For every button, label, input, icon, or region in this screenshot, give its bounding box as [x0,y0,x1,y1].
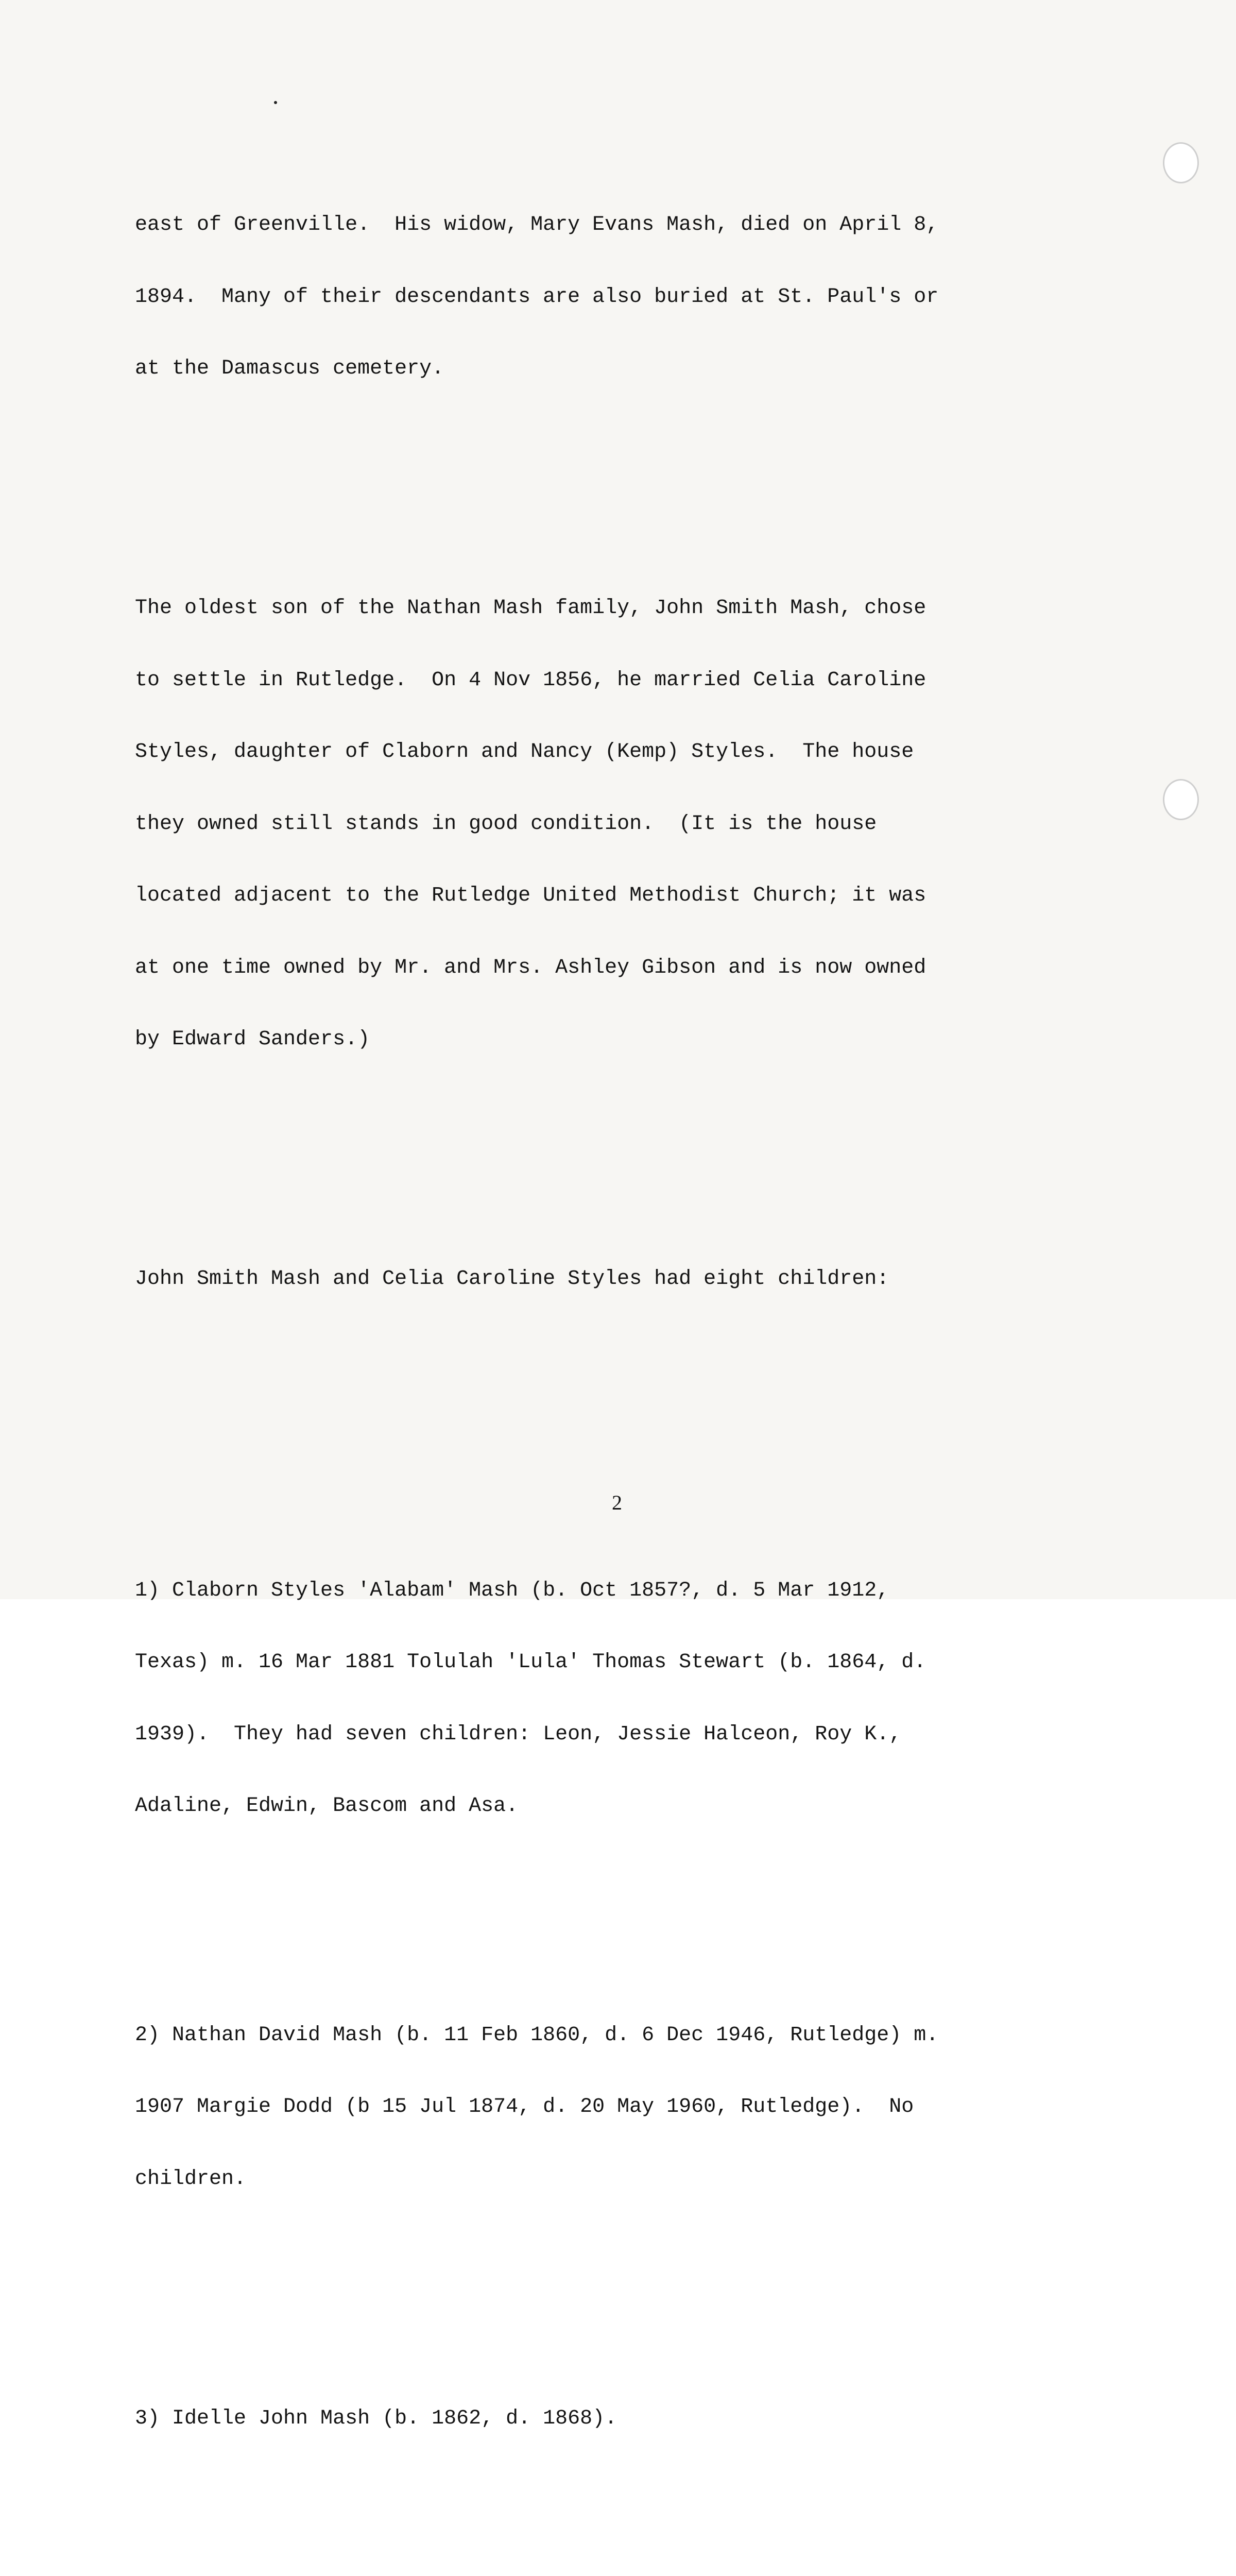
text-line: located adjacent to the Rutledge United Methodist Church; it was [135,884,1103,908]
punch-hole-middle [1163,779,1199,820]
punch-hole-top [1163,142,1199,183]
text-line: Texas) m. 16 Mar 1881 Tolulah 'Lula' Thomas Stewart (b. 1864, d. [135,1651,1103,1675]
text-line: 1) Claborn Styles 'Alabam' Mash (b. Oct 1857?, d. 5 Mar 1912, [135,1579,1103,1603]
text-line: 1894. Many of their descendants are also buried at St. Paul's or [135,285,1103,310]
text-line: 1907 Margie Dodd (b 15 Jul 1874, d. 20 May 1960, Rutledge). No [135,2095,1103,2120]
text-line: by Edward Sanders.) [135,1028,1103,1052]
paragraph-oldest-son [135,549,1103,1100]
text-line: at one time owned by Mr. and Mrs. Ashley Gibson and is now owned [135,956,1103,980]
text-line: to settle in Rutledge. On 4 Nov 1856, he married Celia Caroline [135,669,1103,693]
text-line: 1939). They had seven children: Leon, Jessie Halceon, Roy K., [135,1723,1103,1747]
text-line: Styles, daughter of Claborn and Nancy (Kemp) Styles. The house [135,740,1103,765]
ink-speck [274,101,277,104]
text-line: east of Greenville. His widow, Mary Evans Mash, died on April 8, [135,213,1103,238]
children-list [135,1483,1103,2576]
body-text [135,117,1103,2576]
text-line: 3) Idelle John Mash (b. 1862, d. 1868). [135,2407,1103,2431]
text-line: Adaline, Edwin, Bascom and Asa. [135,1794,1103,1819]
text-line: at the Damascus cemetery. [135,357,1103,381]
text-line: children. [135,2167,1103,2192]
text-line: The oldest son of the Nathan Mash family, John Smith Mash, chose [135,597,1103,621]
paragraph-widow [135,165,1103,429]
list-item [135,1976,1103,2240]
page-number: 2 [612,1490,622,1515]
text-line: they owned still stands in good condition. (It is the house [135,812,1103,837]
text-line: John Smith Mash and Celia Caroline Styles had eight children: [135,1267,1103,1292]
text-line: 2) Nathan David Mash (b. 11 Feb 1860, d. 6 Dec 1946, Rutledge) m. [135,2024,1103,2048]
paragraph-eight-children [135,1219,1103,1340]
list-item [135,2359,1103,2479]
list-item [135,1531,1103,1867]
